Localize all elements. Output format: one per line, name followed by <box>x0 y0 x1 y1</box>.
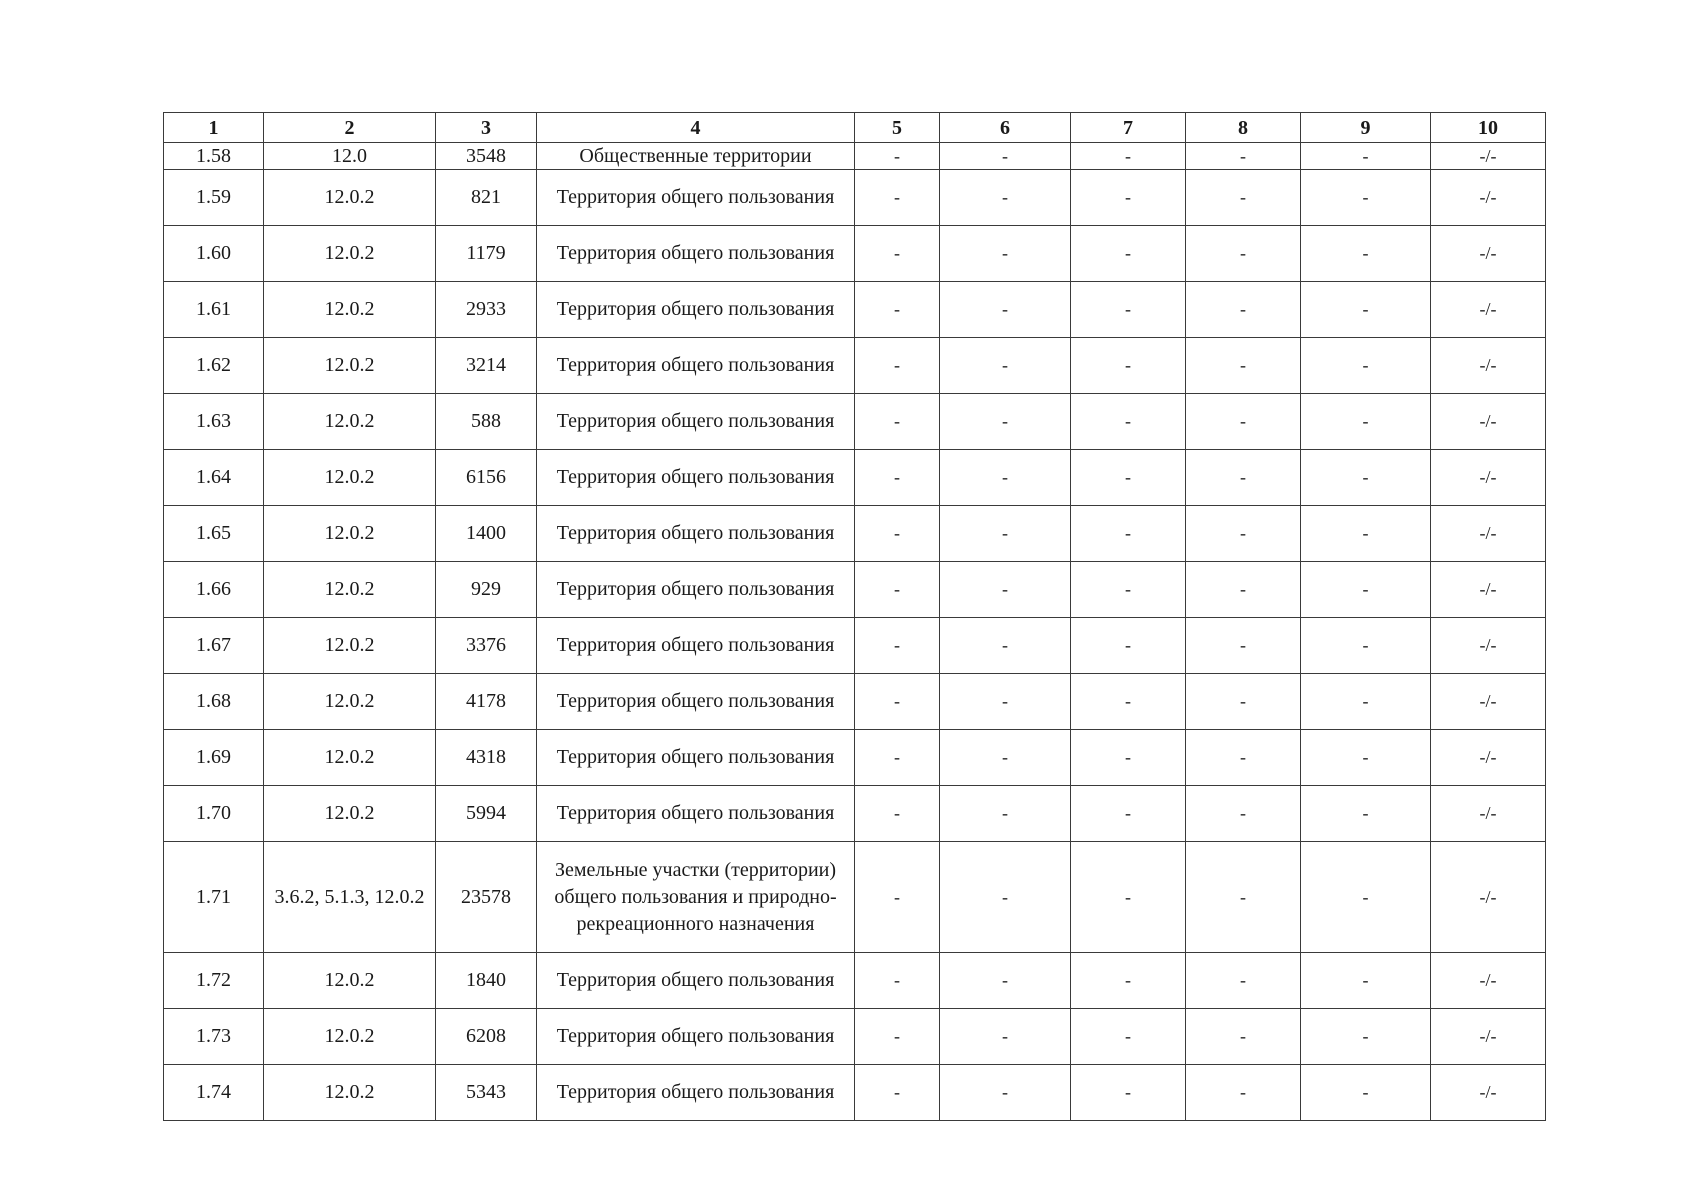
cell-description: Территория общего пользования <box>537 282 855 338</box>
table-header <box>164 113 1546 143</box>
cell-col6: - <box>940 226 1071 282</box>
cell-number: 1.72 <box>164 953 264 1009</box>
cell-col6: - <box>940 170 1071 226</box>
cell-col8: - <box>1186 394 1301 450</box>
cell-col7: - <box>1071 674 1186 730</box>
table-row <box>164 1009 1546 1065</box>
column-header-8: 8 <box>1186 113 1301 143</box>
cell-col8: - <box>1186 226 1301 282</box>
cell-col9: - <box>1301 282 1431 338</box>
cell-col5: - <box>855 506 940 562</box>
cell-description: Территория общего пользования <box>537 730 855 786</box>
cell-number: 1.64 <box>164 450 264 506</box>
cell-col10: -/- <box>1431 674 1546 730</box>
table-row <box>164 842 1546 953</box>
cell-col5: - <box>855 394 940 450</box>
cell-col5: - <box>855 674 940 730</box>
table-row <box>164 730 1546 786</box>
table-row <box>164 562 1546 618</box>
cell-description: Земельные участки (территории) общего пользования и природно-рекреационного назначения <box>537 842 855 953</box>
table-row <box>164 674 1546 730</box>
cell-col9: - <box>1301 842 1431 953</box>
cell-use-code: 12.0.2 <box>264 562 436 618</box>
cell-area: 1179 <box>436 226 537 282</box>
cell-col6: - <box>940 143 1071 170</box>
cell-number: 1.59 <box>164 170 264 226</box>
cell-col9: - <box>1301 618 1431 674</box>
cell-col10: -/- <box>1431 730 1546 786</box>
cell-description: Территория общего пользования <box>537 674 855 730</box>
cell-area: 588 <box>436 394 537 450</box>
cell-col8: - <box>1186 786 1301 842</box>
cell-description: Территория общего пользования <box>537 1065 855 1121</box>
table-row <box>164 394 1546 450</box>
cell-use-code: 3.6.2, 5.1.3, 12.0.2 <box>264 842 436 953</box>
cell-use-code: 12.0.2 <box>264 282 436 338</box>
column-header-9: 9 <box>1301 113 1431 143</box>
cell-description: Территория общего пользования <box>537 618 855 674</box>
cell-col7: - <box>1071 394 1186 450</box>
cell-col10: -/- <box>1431 226 1546 282</box>
cell-col8: - <box>1186 842 1301 953</box>
cell-number: 1.58 <box>164 143 264 170</box>
cell-use-code: 12.0.2 <box>264 953 436 1009</box>
cell-area: 6208 <box>436 1009 537 1065</box>
cell-col8: - <box>1186 338 1301 394</box>
cell-col9: - <box>1301 1009 1431 1065</box>
land-plot-table <box>163 112 1546 1121</box>
cell-description: Территория общего пользования <box>537 170 855 226</box>
table-row <box>164 506 1546 562</box>
cell-col9: - <box>1301 170 1431 226</box>
cell-col8: - <box>1186 730 1301 786</box>
cell-col6: - <box>940 506 1071 562</box>
table-row <box>164 450 1546 506</box>
cell-description: Территория общего пользования <box>537 1009 855 1065</box>
cell-description: Территория общего пользования <box>537 338 855 394</box>
cell-col10: -/- <box>1431 618 1546 674</box>
cell-number: 1.63 <box>164 394 264 450</box>
cell-col5: - <box>855 618 940 674</box>
cell-col10: -/- <box>1431 170 1546 226</box>
cell-col10: -/- <box>1431 282 1546 338</box>
column-header-6: 6 <box>940 113 1071 143</box>
cell-col7: - <box>1071 338 1186 394</box>
cell-col10: -/- <box>1431 842 1546 953</box>
column-header-4: 4 <box>537 113 855 143</box>
cell-col8: - <box>1186 562 1301 618</box>
cell-col6: - <box>940 338 1071 394</box>
cell-col5: - <box>855 1065 940 1121</box>
cell-col6: - <box>940 786 1071 842</box>
table-row <box>164 282 1546 338</box>
cell-area: 5343 <box>436 1065 537 1121</box>
cell-col7: - <box>1071 953 1186 1009</box>
cell-use-code: 12.0.2 <box>264 674 436 730</box>
cell-area: 3214 <box>436 338 537 394</box>
cell-col8: - <box>1186 1009 1301 1065</box>
cell-area: 6156 <box>436 450 537 506</box>
cell-col9: - <box>1301 786 1431 842</box>
cell-col9: - <box>1301 143 1431 170</box>
cell-number: 1.68 <box>164 674 264 730</box>
cell-number: 1.74 <box>164 1065 264 1121</box>
cell-col8: - <box>1186 953 1301 1009</box>
cell-col9: - <box>1301 226 1431 282</box>
cell-number: 1.60 <box>164 226 264 282</box>
cell-use-code: 12.0.2 <box>264 618 436 674</box>
cell-col5: - <box>855 953 940 1009</box>
cell-col9: - <box>1301 506 1431 562</box>
cell-description: Общественные территории <box>537 143 855 170</box>
cell-col9: - <box>1301 674 1431 730</box>
cell-col6: - <box>940 1009 1071 1065</box>
column-header-2: 2 <box>264 113 436 143</box>
cell-col8: - <box>1186 143 1301 170</box>
cell-col7: - <box>1071 1065 1186 1121</box>
column-header-5: 5 <box>855 113 940 143</box>
column-header-7: 7 <box>1071 113 1186 143</box>
cell-col6: - <box>940 618 1071 674</box>
cell-use-code: 12.0.2 <box>264 506 436 562</box>
column-header-3: 3 <box>436 113 537 143</box>
cell-col7: - <box>1071 618 1186 674</box>
cell-col6: - <box>940 282 1071 338</box>
cell-col10: -/- <box>1431 953 1546 1009</box>
cell-number: 1.70 <box>164 786 264 842</box>
cell-description: Территория общего пользования <box>537 394 855 450</box>
cell-col5: - <box>855 562 940 618</box>
cell-use-code: 12.0.2 <box>264 1009 436 1065</box>
cell-col10: -/- <box>1431 562 1546 618</box>
cell-col5: - <box>855 842 940 953</box>
cell-col10: -/- <box>1431 338 1546 394</box>
cell-col5: - <box>855 730 940 786</box>
cell-use-code: 12.0.2 <box>264 450 436 506</box>
cell-area: 929 <box>436 562 537 618</box>
cell-col8: - <box>1186 1065 1301 1121</box>
cell-col10: -/- <box>1431 450 1546 506</box>
cell-col5: - <box>855 450 940 506</box>
cell-description: Территория общего пользования <box>537 226 855 282</box>
cell-col10: -/- <box>1431 506 1546 562</box>
cell-area: 3376 <box>436 618 537 674</box>
cell-col10: -/- <box>1431 786 1546 842</box>
cell-col6: - <box>940 953 1071 1009</box>
cell-description: Территория общего пользования <box>537 953 855 1009</box>
cell-col9: - <box>1301 562 1431 618</box>
cell-col10: -/- <box>1431 1009 1546 1065</box>
cell-col8: - <box>1186 170 1301 226</box>
cell-use-code: 12.0.2 <box>264 730 436 786</box>
cell-description: Территория общего пользования <box>537 450 855 506</box>
cell-col7: - <box>1071 842 1186 953</box>
cell-area: 4318 <box>436 730 537 786</box>
cell-use-code: 12.0.2 <box>264 338 436 394</box>
cell-col7: - <box>1071 1009 1186 1065</box>
cell-col8: - <box>1186 674 1301 730</box>
cell-use-code: 12.0.2 <box>264 226 436 282</box>
table-row <box>164 786 1546 842</box>
table-row <box>164 226 1546 282</box>
table-row <box>164 618 1546 674</box>
cell-col7: - <box>1071 786 1186 842</box>
cell-col7: - <box>1071 170 1186 226</box>
cell-col7: - <box>1071 506 1186 562</box>
cell-use-code: 12.0.2 <box>264 170 436 226</box>
cell-col10: -/- <box>1431 394 1546 450</box>
header-row <box>164 113 1546 143</box>
cell-area: 1840 <box>436 953 537 1009</box>
cell-use-code: 12.0.2 <box>264 1065 436 1121</box>
cell-number: 1.67 <box>164 618 264 674</box>
cell-col6: - <box>940 1065 1071 1121</box>
cell-col5: - <box>855 282 940 338</box>
cell-col6: - <box>940 674 1071 730</box>
cell-col5: - <box>855 143 940 170</box>
cell-col7: - <box>1071 282 1186 338</box>
cell-col5: - <box>855 226 940 282</box>
cell-col9: - <box>1301 730 1431 786</box>
column-header-1: 1 <box>164 113 264 143</box>
cell-col6: - <box>940 450 1071 506</box>
cell-col8: - <box>1186 506 1301 562</box>
cell-col8: - <box>1186 450 1301 506</box>
cell-col7: - <box>1071 450 1186 506</box>
table-row <box>164 1065 1546 1121</box>
cell-area: 23578 <box>436 842 537 953</box>
cell-area: 3548 <box>436 143 537 170</box>
cell-col9: - <box>1301 338 1431 394</box>
cell-description: Территория общего пользования <box>537 562 855 618</box>
cell-number: 1.61 <box>164 282 264 338</box>
table-body <box>164 143 1546 1121</box>
cell-area: 5994 <box>436 786 537 842</box>
cell-col7: - <box>1071 730 1186 786</box>
cell-number: 1.73 <box>164 1009 264 1065</box>
table-row <box>164 953 1546 1009</box>
cell-col9: - <box>1301 1065 1431 1121</box>
cell-use-code: 12.0.2 <box>264 786 436 842</box>
cell-col9: - <box>1301 953 1431 1009</box>
cell-number: 1.66 <box>164 562 264 618</box>
cell-col9: - <box>1301 450 1431 506</box>
column-header-10: 10 <box>1431 113 1546 143</box>
cell-col6: - <box>940 842 1071 953</box>
cell-area: 4178 <box>436 674 537 730</box>
cell-col6: - <box>940 562 1071 618</box>
table-row <box>164 143 1546 170</box>
cell-col6: - <box>940 394 1071 450</box>
cell-description: Территория общего пользования <box>537 506 855 562</box>
cell-col7: - <box>1071 226 1186 282</box>
cell-col7: - <box>1071 143 1186 170</box>
cell-number: 1.69 <box>164 730 264 786</box>
cell-col10: -/- <box>1431 143 1546 170</box>
cell-use-code: 12.0 <box>264 143 436 170</box>
cell-number: 1.71 <box>164 842 264 953</box>
table-row <box>164 338 1546 394</box>
table-row <box>164 170 1546 226</box>
cell-col7: - <box>1071 562 1186 618</box>
cell-col9: - <box>1301 394 1431 450</box>
cell-col5: - <box>855 170 940 226</box>
cell-col8: - <box>1186 618 1301 674</box>
cell-description: Территория общего пользования <box>537 786 855 842</box>
cell-number: 1.65 <box>164 506 264 562</box>
cell-area: 821 <box>436 170 537 226</box>
cell-area: 2933 <box>436 282 537 338</box>
cell-col5: - <box>855 1009 940 1065</box>
cell-col8: - <box>1186 282 1301 338</box>
cell-col5: - <box>855 338 940 394</box>
cell-col10: -/- <box>1431 1065 1546 1121</box>
cell-col5: - <box>855 786 940 842</box>
cell-area: 1400 <box>436 506 537 562</box>
cell-number: 1.62 <box>164 338 264 394</box>
cell-use-code: 12.0.2 <box>264 394 436 450</box>
cell-col6: - <box>940 730 1071 786</box>
